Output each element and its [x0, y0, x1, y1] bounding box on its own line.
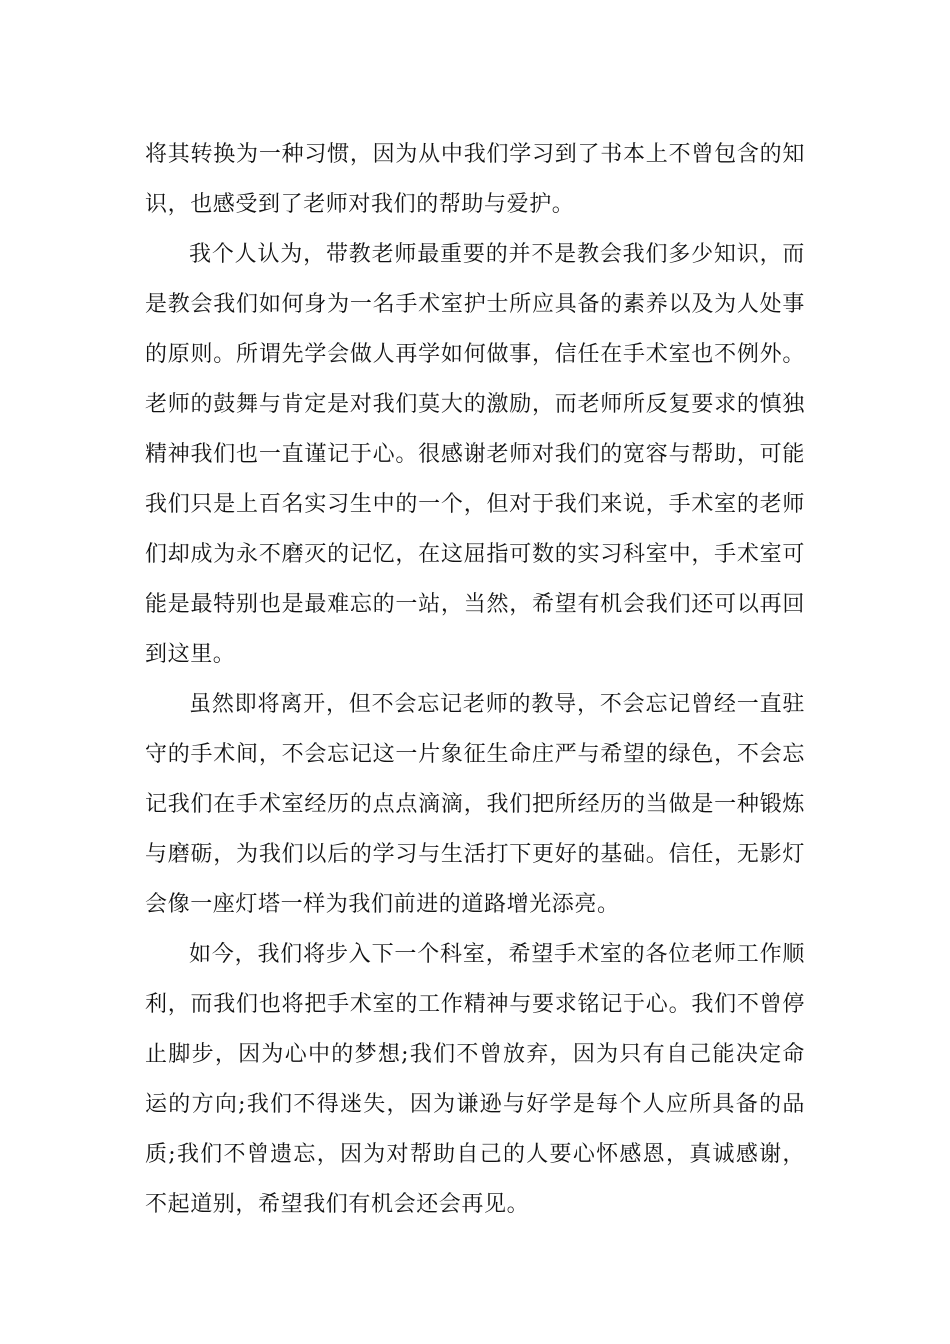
paragraph: 我个人认为，带教老师最重要的并不是教会我们多少知识，而是教会我们如何身为一名手术室护士所应具备的素养以及为人处事的原则。所谓先学会做人再学如何做事，信任在手术室也不例外。老师的鼓舞与肯定是对我们莫大的激励，而老师所反复要求的慎独精神我们也一直谨记于心。很感谢老师对我们的宽容与帮助，可能我们只是上百名实习生中的一个，但对于我们来说，手术室的老师们却成为永不磨灭的记忆，在这屈指可数的实习科室中，手术室可能是最特别也是最难忘的一站，当然，希望有机会我们还可以再回到这里。 — [145, 242, 805, 667]
paragraph: 如今，我们将步入下一个科室，希望手术室的各位老师工作顺利，而我们也将把手术室的工作精神与要求铭记于心。我们不曾停止脚步，因为心中的梦想;我们不曾放弃，因为只有自己能决定命运的方向;我们不得迷失，因为谦逊与好学是每个人应所具备的品质;我们不曾遗忘，因为对帮助自己的人要心怀感恩，真诚感谢，不起道别，希望我们有机会还会再见。 — [145, 942, 805, 1217]
body-text — [145, 130, 805, 1230]
paragraph: 虽然即将离开，但不会忘记老师的教导，不会忘记曾经一直驻守的手术间，不会忘记这一片象征生命庄严与希望的绿色，不会忘记我们在手术室经历的点点滴滴，我们把所经历的当做是一种锻炼与磨砺，为我们以后的学习与生活打下更好的基础。信任，无影灯会像一座灯塔一样为我们前进的道路增光添亮。 — [145, 692, 805, 917]
paragraph-continued: 将其转换为一种习惯，因为从中我们学习到了书本上不曾包含的知识，也感受到了老师对我们的帮助与爱护。 — [145, 142, 805, 217]
